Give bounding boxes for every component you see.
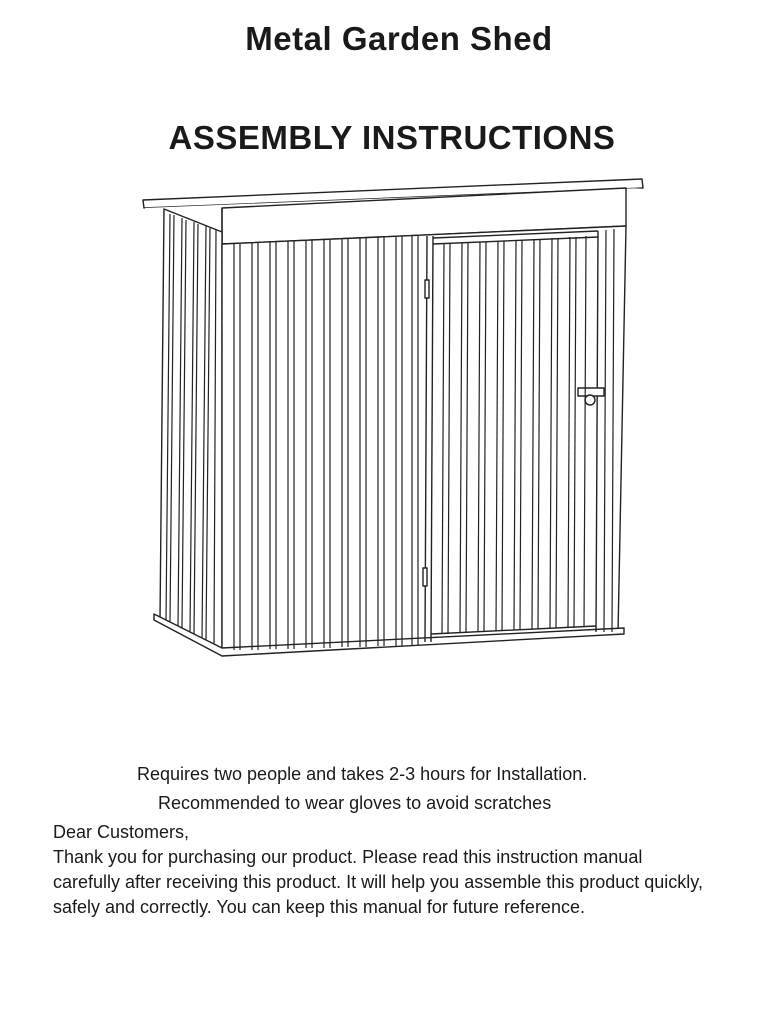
shed-illustration <box>140 172 650 662</box>
note-installation-time: Requires two people and takes 2-3 hours for Installation. <box>137 764 588 784</box>
letter-salutation: Dear Customers, <box>53 822 190 842</box>
letter-body: Thank you for purchasing our product. Please read this instruction manual carefully after receiving this product. It will help you assemble this product quickly, safely and correctly. You can keep this manual for future reference. <box>53 847 703 917</box>
note-gloves: Recommended to wear gloves to avoid scratches <box>158 793 552 813</box>
document-subtitle: ASSEMBLY INSTRUCTIONS <box>168 119 616 156</box>
document-title: Metal Garden Shed <box>245 20 553 57</box>
customer-letter <box>53 820 703 920</box>
